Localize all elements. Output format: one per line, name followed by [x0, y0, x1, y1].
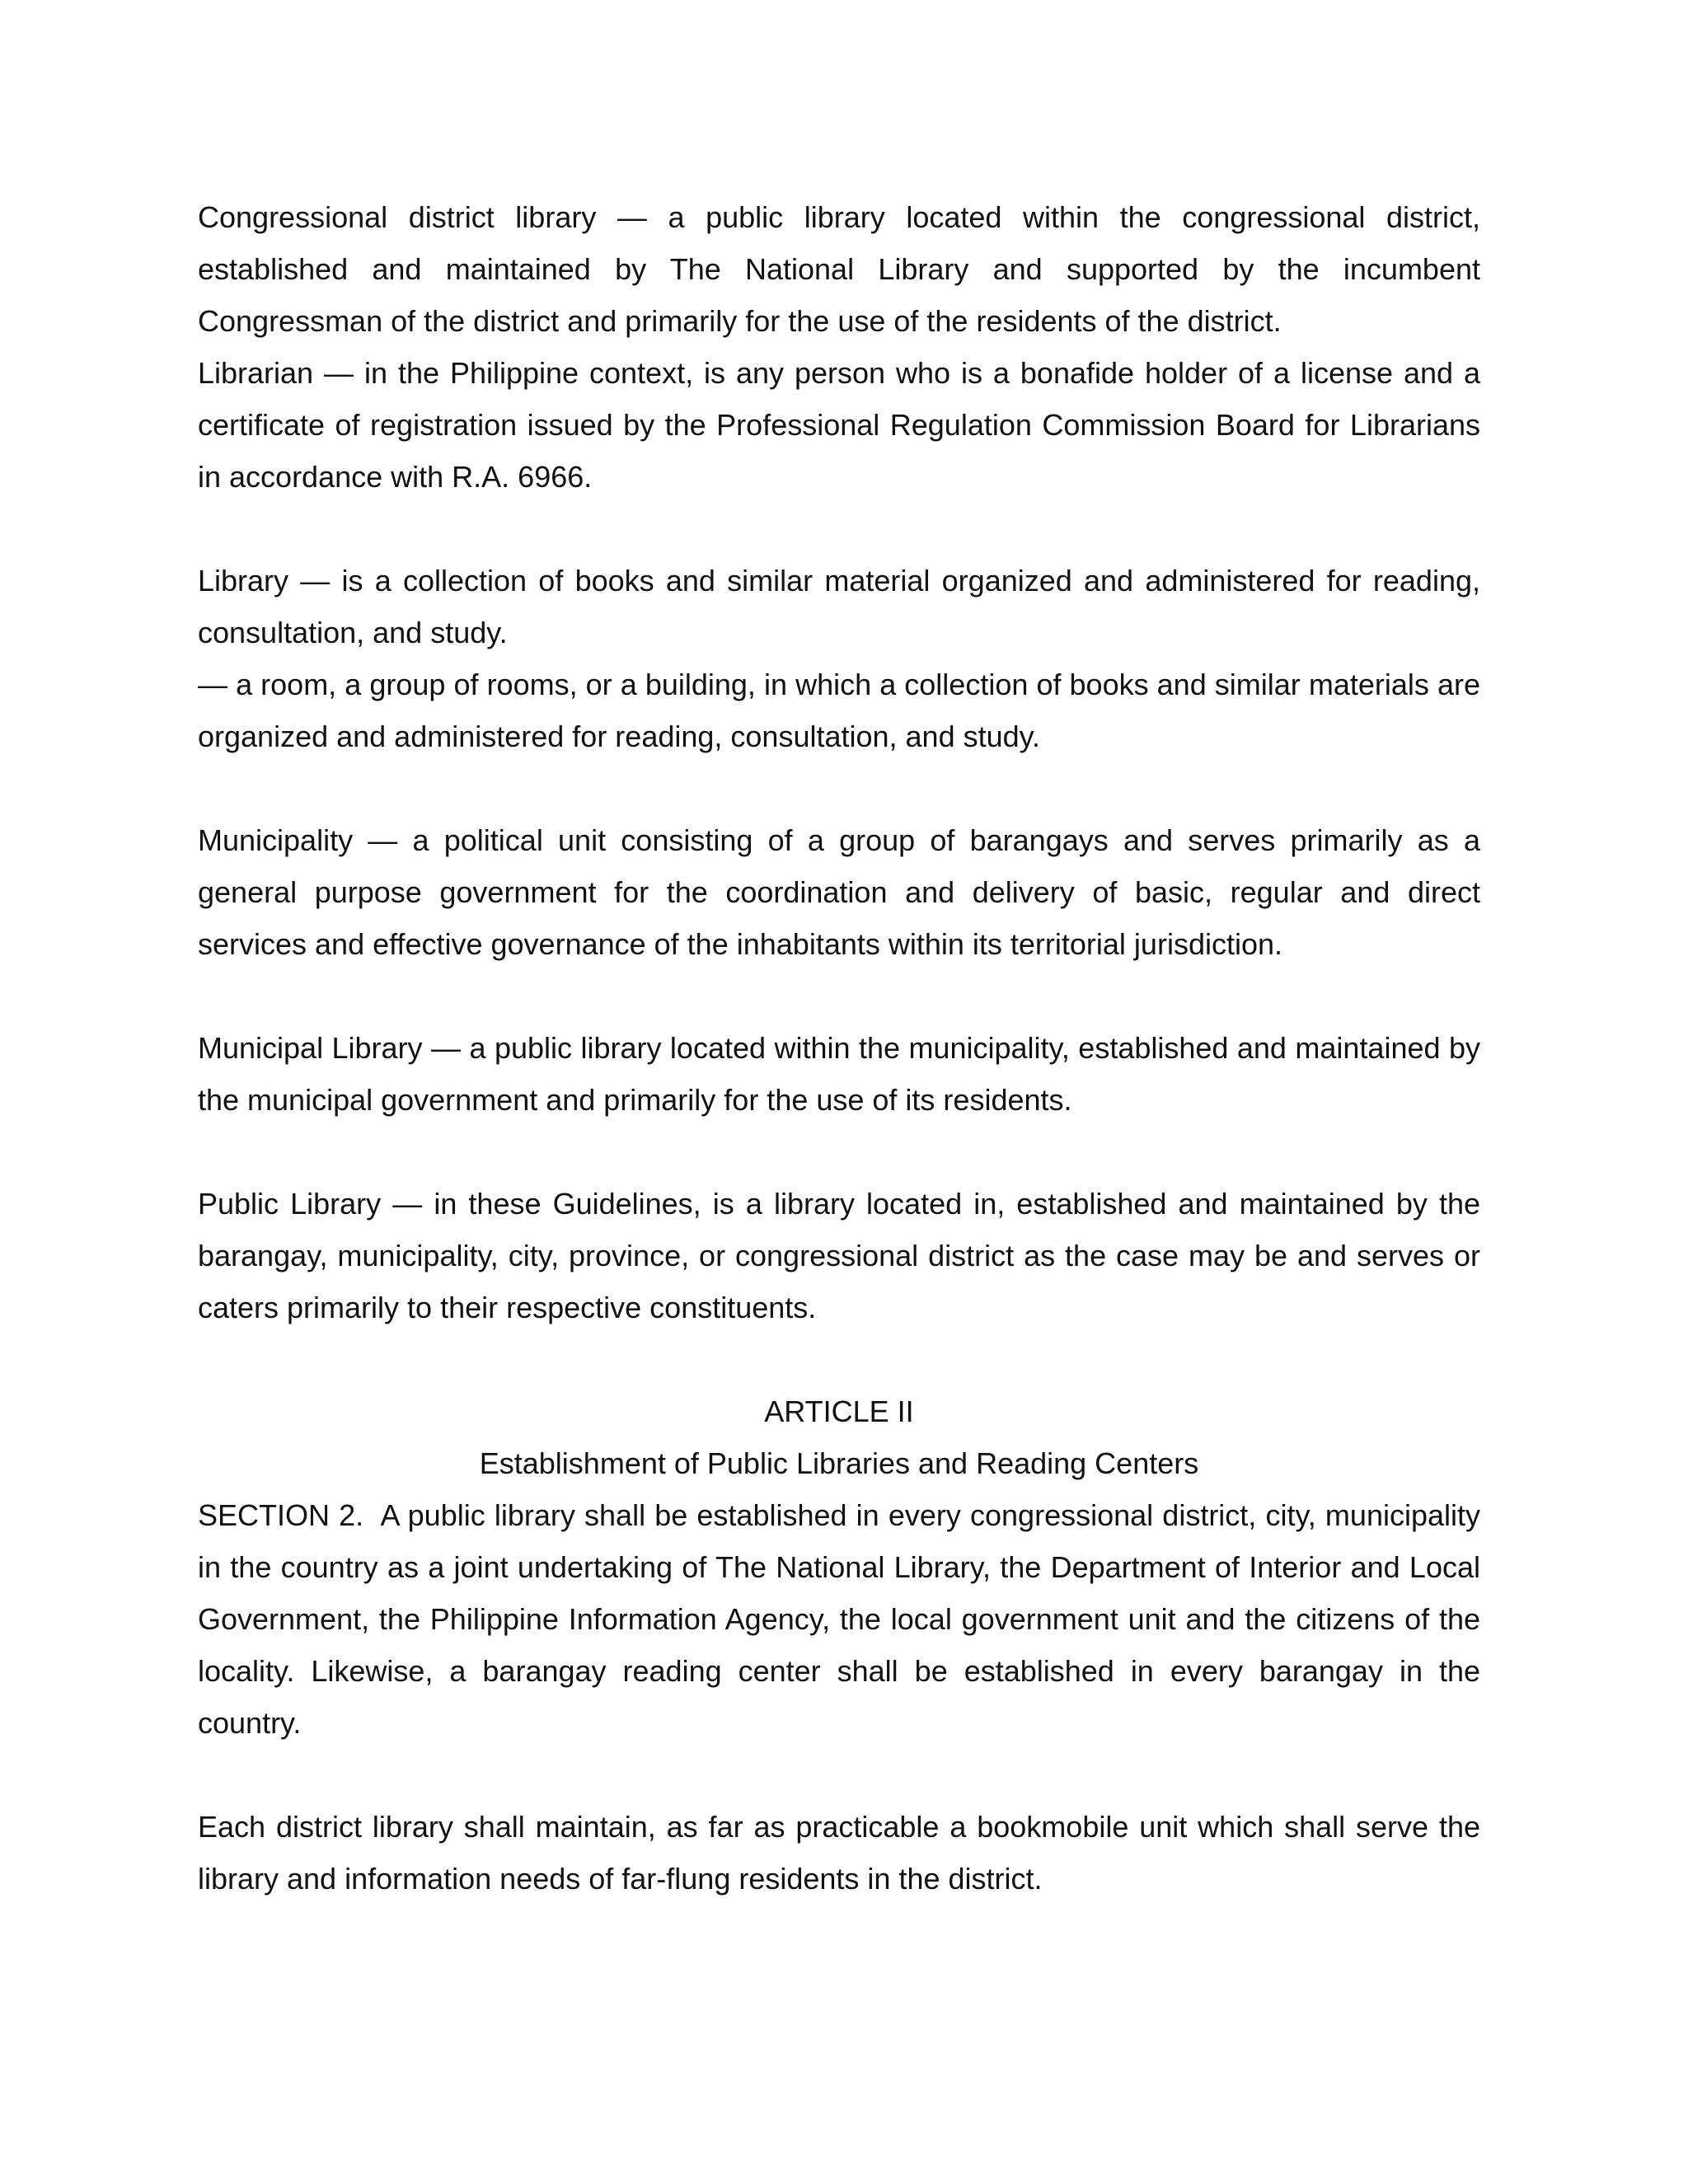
definition-congressional-district-library: Congressional district library — a public library located within the congressional district, established and maintained by The National Library and supported by the incumbent Congressman of the district and primarily for the use of the residents of the district. [198, 200, 1480, 338]
paragraph-gap [198, 1749, 1480, 1801]
paragraph-gap [198, 970, 1480, 1022]
paragraph-gap [198, 1126, 1480, 1178]
article-heading: ARTICLE II [764, 1394, 914, 1428]
article-title: Establishment of Public Libraries and Reading Centers [479, 1446, 1199, 1480]
document-page [198, 191, 1489, 1905]
definition-municipal-library: Municipal Library — a public library located within the municipality, established and maintained by the municipal government and primarily for the use of its residents. [198, 1031, 1480, 1117]
paragraph-gap [198, 762, 1480, 814]
bookmobile-text: Each district library shall maintain, as far as practicable a bookmobile unit which shall serve the library and information needs of far-flung residents in the district. [198, 1810, 1480, 1896]
definition-municipality: Municipality — a political unit consisting of a group of barangays and serves primarily as a general purpose government for the coordination and delivery of basic, regular and direct services and effective governance of the inhabitants within its territorial jurisdiction. [198, 823, 1480, 961]
definition-library: Library — is a collection of books and similar material organized and administered for reading, consultation, and study. [198, 564, 1480, 649]
paragraph-gap [198, 503, 1480, 555]
definition-public-library: Public Library — in these Guidelines, is a library located in, established and maintained by the barangay, municipality, city, province, or congressional district as the case may be and serves or caters primarily to their respective constituents. [198, 1187, 1480, 1324]
definition-librarian: Librarian — in the Philippine context, is any person who is a bonafide holder of a license and a certificate of registration issued by the Professional Regulation Commission Board for Librarians in accordance with R.A. 6966. [198, 356, 1480, 494]
section-2-text: SECTION 2. A public library shall be established in every congressional district, city, municipality in the country as a joint undertaking of The National Library, the Department of Interior and Local Government, the Philippine Information Agency, the local government unit and the citizens of the locality. Likewise, a barangay reading center shall be established in every barangay in the country. [198, 1498, 1489, 1740]
paragraph-gap [198, 1333, 1480, 1385]
definition-library-alt: — a room, a group of rooms, or a building, in which a collection of books and similar materials are organized and administered for reading, consultation, and study. [198, 668, 1480, 753]
